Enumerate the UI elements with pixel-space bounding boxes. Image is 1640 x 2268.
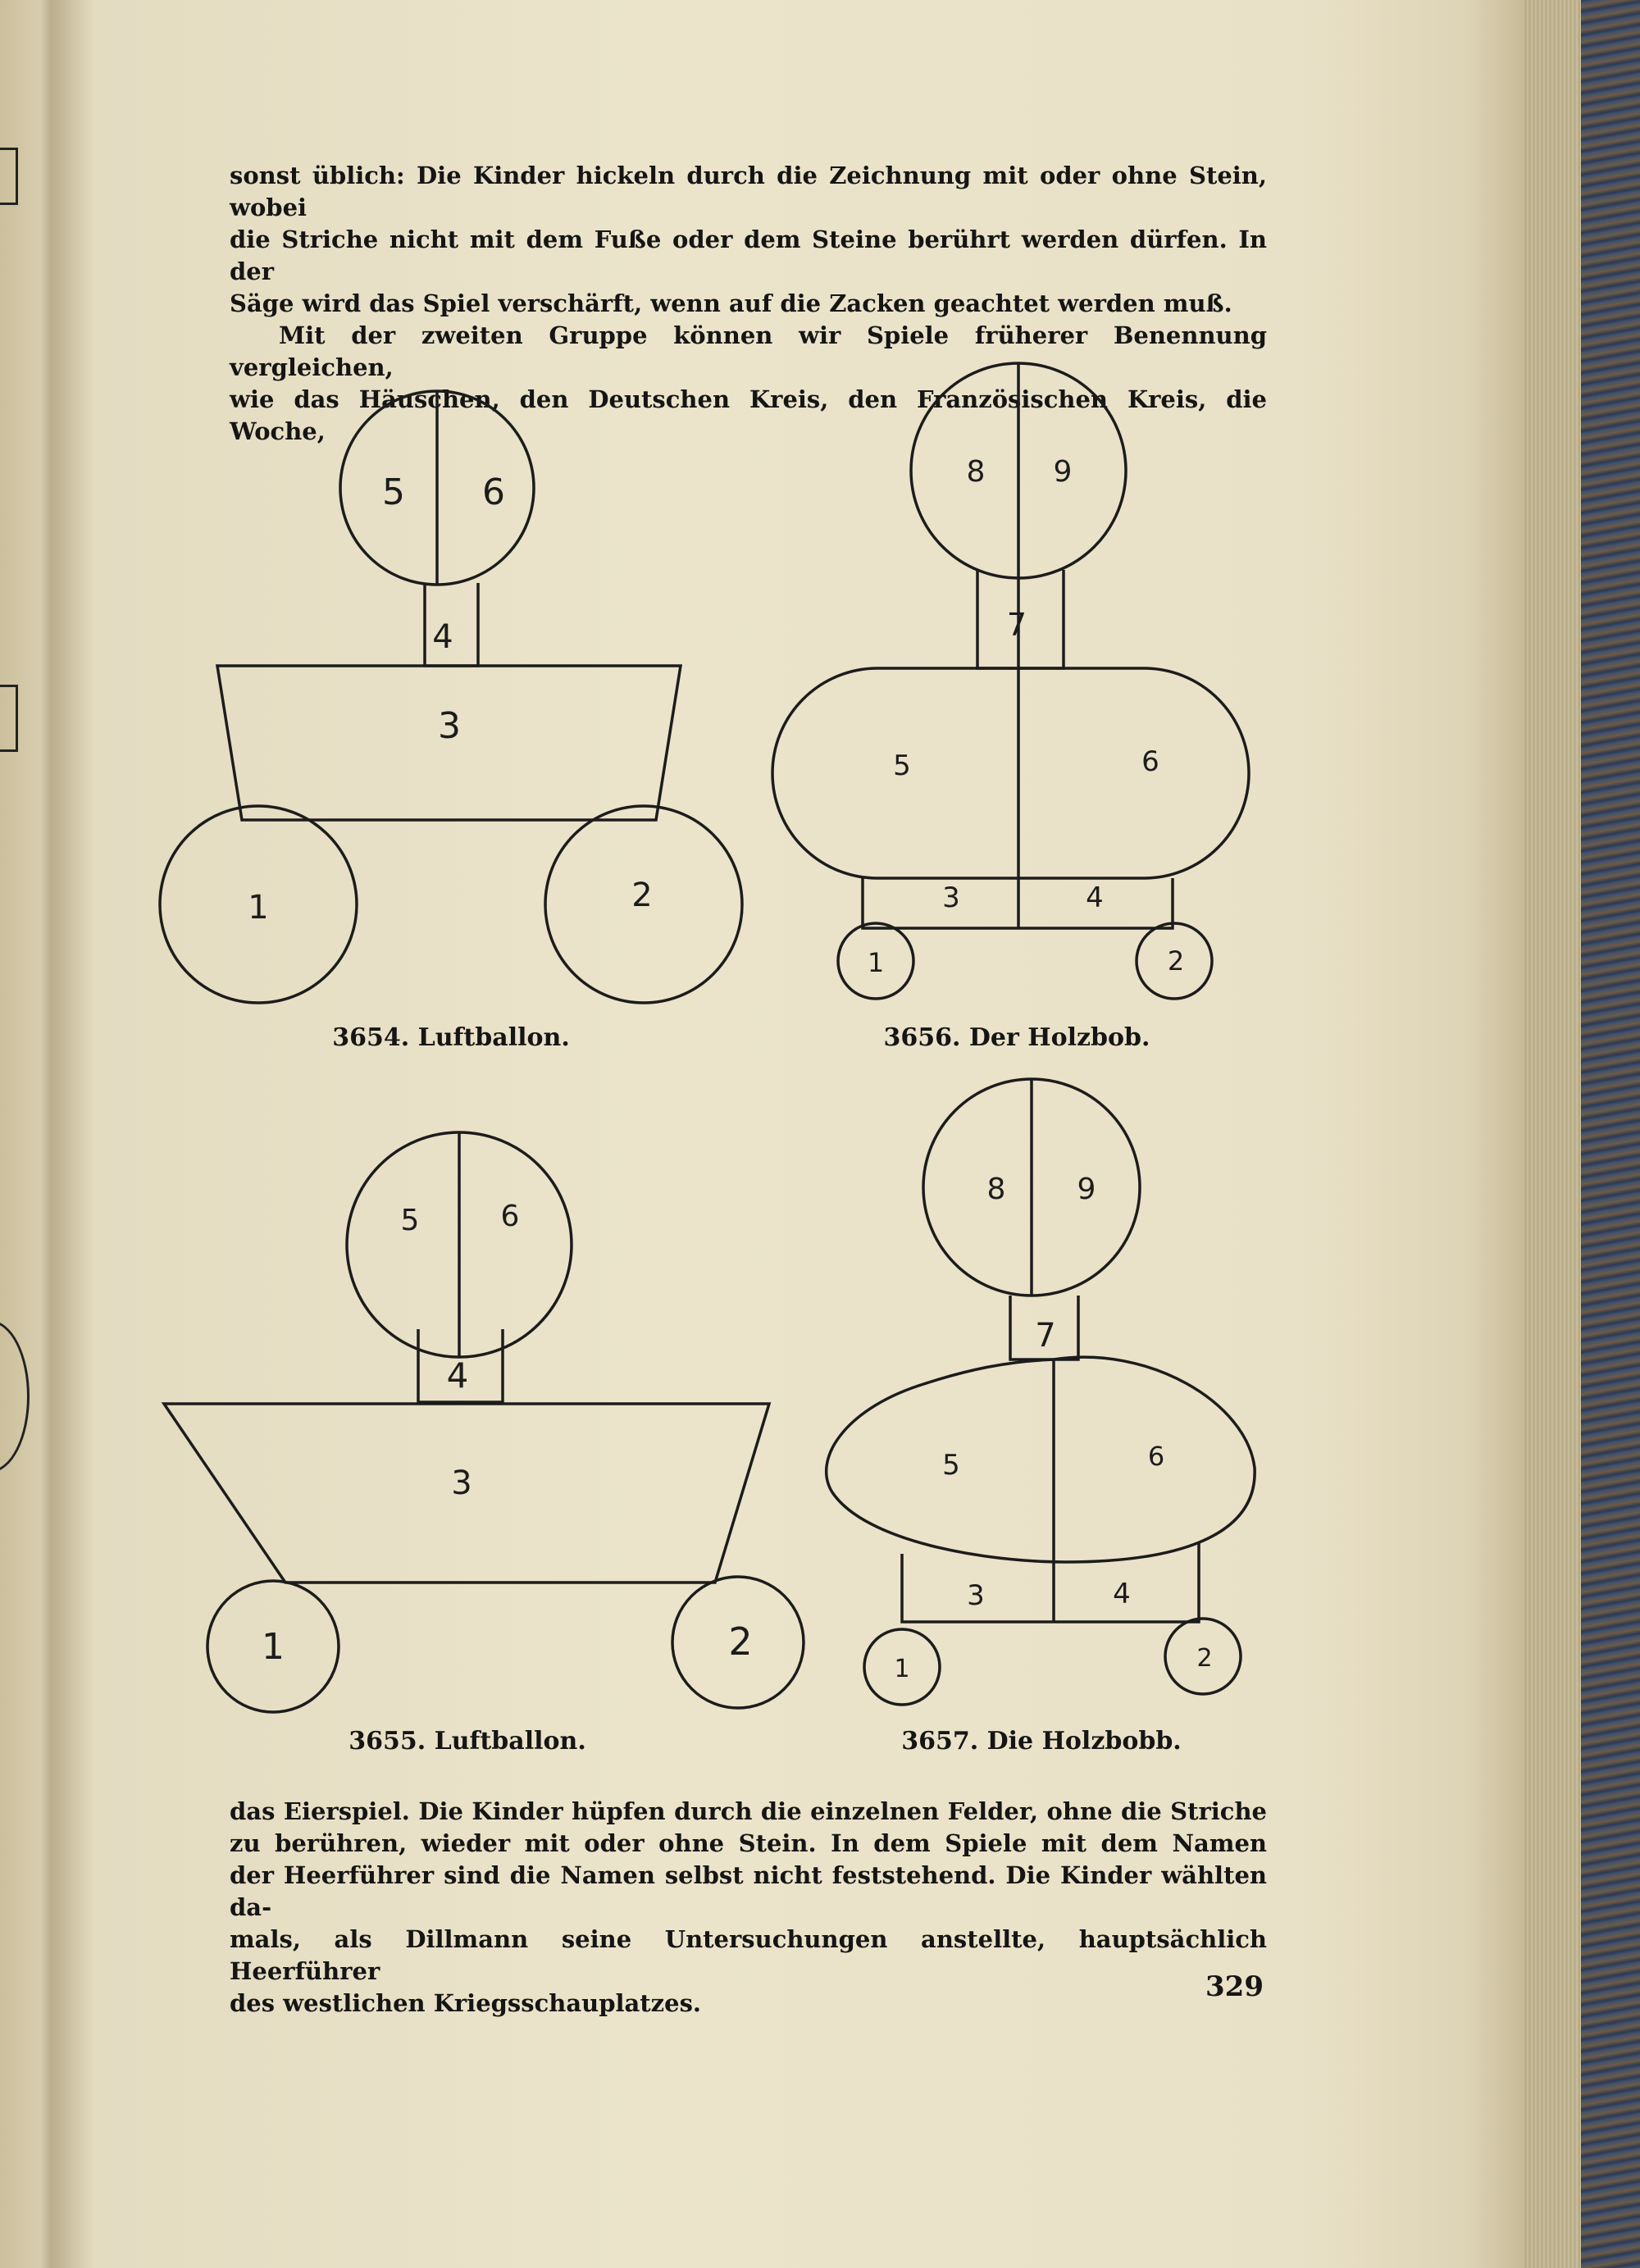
body-capsule: [772, 668, 1249, 878]
figure-caption: 3656. Der Holzbob.: [883, 1023, 1150, 1052]
text-line: zu berühren, wieder mit oder ohne Stein. In dem Spiele mit dem Namen: [230, 1829, 1267, 1857]
field-label-1: 1: [867, 947, 885, 978]
figure-3654: [160, 391, 742, 1052]
field-label-6: 6: [1141, 745, 1159, 778]
field-label-6: 6: [1147, 1441, 1165, 1472]
figure-caption: 3655. Luftballon.: [348, 1727, 586, 1756]
field-label-4: 4: [1113, 1578, 1131, 1610]
field-label-5: 5: [893, 749, 911, 782]
field-label-3: 3: [438, 705, 461, 747]
field-label-3: 3: [942, 881, 960, 914]
field-label-9: 9: [1053, 455, 1073, 489]
field-label-8: 8: [966, 455, 986, 489]
field-label-2: 2: [728, 1619, 753, 1664]
field-label-5: 5: [400, 1204, 420, 1237]
figure-caption: 3654. Luftballon.: [332, 1023, 570, 1052]
body-egg: [827, 1357, 1255, 1562]
text-line: Säge wird das Spiel verschärft, wenn auf die Zacken geachtet werden muß.: [230, 289, 1232, 317]
field-label-1: 1: [248, 889, 269, 927]
field-label-5: 5: [382, 471, 405, 513]
field-label-2: 2: [1167, 945, 1185, 977]
text-line: des westlichen Kriegsschauplatzes.: [230, 1989, 702, 2017]
text-line: mals, als Dillmann seine Untersuchungen anstellte, hauptsächlich Heerführer: [230, 1925, 1267, 1985]
lower-box: [902, 1542, 1199, 1622]
field-label-2: 2: [631, 877, 653, 914]
field-label-6: 6: [500, 1200, 520, 1233]
field-label-1: 1: [262, 1626, 285, 1668]
text-line: der Heerführer sind die Namen selbst nicht feststehend. Die Kinder wählten da-: [230, 1861, 1267, 1921]
figure-3657: [827, 1079, 1255, 1756]
text-line: wie das Häuschen, den Deutschen Kreis, den Französischen Kreis, die Woche,: [230, 385, 1267, 445]
field-label-3: 3: [967, 1579, 985, 1612]
field-label-4: 4: [1086, 881, 1104, 914]
field-label-7: 7: [1035, 1317, 1056, 1355]
field-label-7: 7: [1006, 607, 1027, 643]
paragraph-bottom: [230, 1796, 1267, 2020]
figure-caption: 3657. Die Holzbobb.: [901, 1727, 1182, 1756]
field-label-3: 3: [451, 1464, 472, 1502]
field-label-2: 2: [1196, 1644, 1213, 1673]
field-label-6: 6: [482, 471, 505, 513]
text-line: die Striche nicht mit dem Fuße oder dem Steine berührt werden dürfen. In der: [230, 225, 1267, 285]
field-label-5: 5: [942, 1449, 960, 1482]
text-line: sonst üblich: Die Kinder hickeln durch die Zeichnung mit oder ohne Stein, wobei: [230, 162, 1267, 221]
figure-3655: [164, 1132, 804, 1756]
text-line: Mit der zweiten Gruppe können wir Spiele früherer Benennung vergleichen,: [230, 321, 1267, 381]
field-label-4: 4: [446, 1355, 469, 1396]
field-label-1: 1: [894, 1655, 910, 1683]
page-number: 329: [1205, 1970, 1264, 2003]
field-label-8: 8: [986, 1173, 1006, 1206]
field-label-9: 9: [1077, 1173, 1096, 1206]
text-line: das Eierspiel. Die Kinder hüpfen durch die einzelnen Felder, ohne die Striche: [230, 1797, 1267, 1825]
figure-3656: [772, 363, 1249, 1052]
field-label-4: 4: [432, 618, 453, 656]
